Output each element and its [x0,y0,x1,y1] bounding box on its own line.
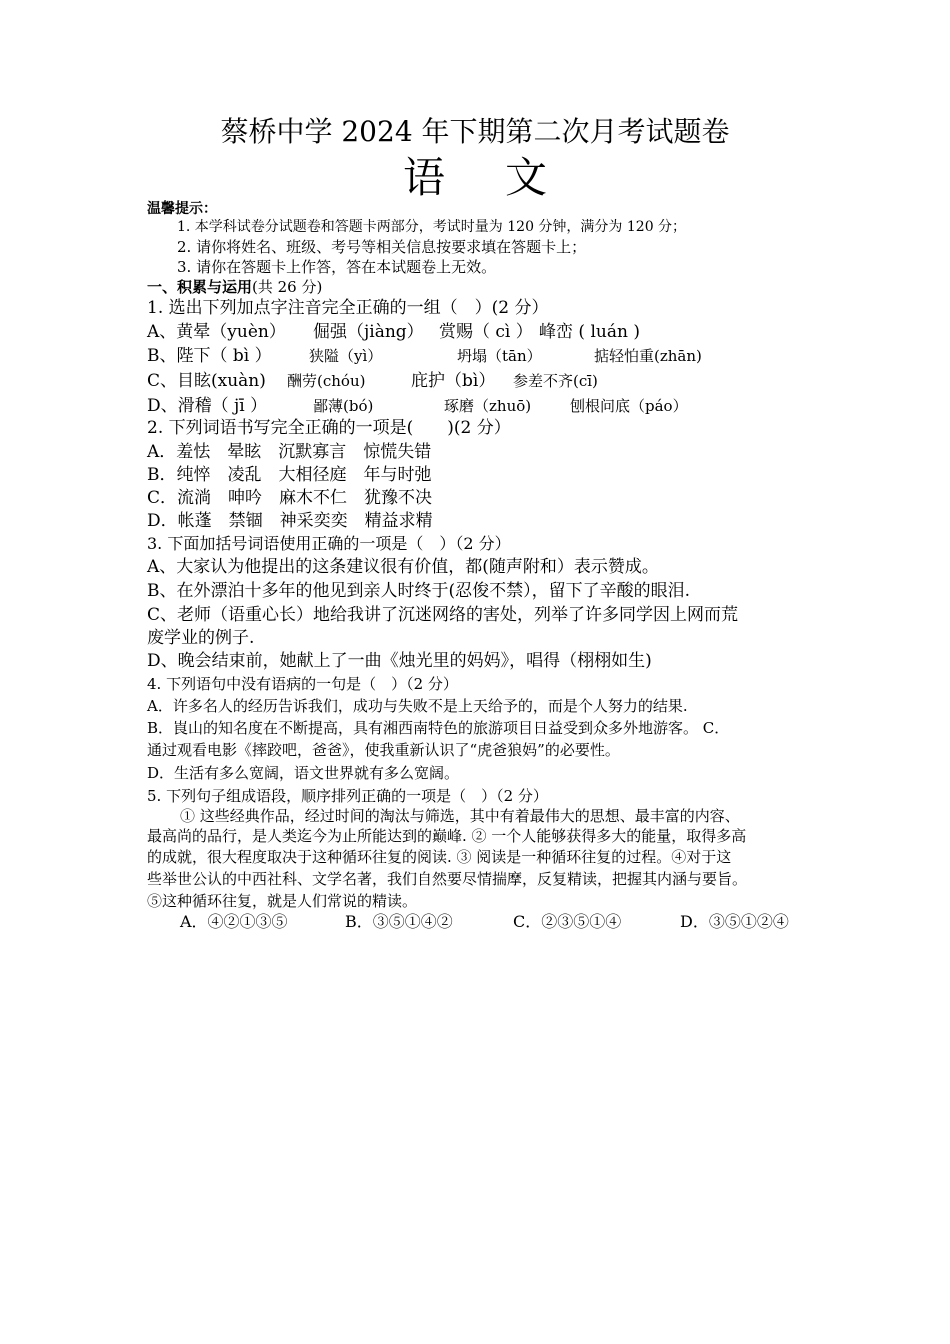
question-5-line: ⑤这种循环往复，就是人们常说的精读。 [147,892,418,910]
question-2-stem: 2. 下列词语书写完全正确的一项是( )(2 分） [147,418,511,438]
option-item: 峰峦 ( luán ) [539,322,640,342]
section-heading [147,276,322,298]
question-3-line: A、大家认为他提出的这条建议很有价值，都(随声附和）表示赞成。 [147,557,659,577]
option-item: 酬劳(chóu) [287,372,366,390]
question-4-line: 通过观看电影《摔跤吧，爸爸》，使我重新认识了“虎爸狼妈”的必要性。 [147,741,620,759]
question-5-stem: 5. 下列句子组成语段，顺序排列正确的一项是（ ）（2 分） [147,787,548,805]
answer-option-c: C．②③⑤①④ [513,912,622,931]
tip-item: 1. 本学科试卷分试题卷和答题卡两部分，考试时量为 120 分钟，满分为 120 分； [177,219,687,235]
option-item: 参差不齐(cī) [513,372,598,390]
question-3-line: D、晚会结束前，她献上了一曲《烛光里的妈妈》，唱得（栩栩如生) [147,651,652,671]
option-item: B、陛下（ bì ） [147,346,272,366]
option-item: 鄙薄(bó) [313,397,374,415]
option-item: C、目眩(xuàn) [147,371,266,391]
option-item: 琢磨（zhuō) [444,397,532,415]
option-item: 赏赐（ cì ） [439,322,533,342]
option-item: D、滑稽（ jī ） [147,396,268,416]
option-item: 坍塌（tān） [457,347,542,365]
question-3-line: 废学业的例子. [147,628,255,648]
option-item: A、黄晕（yuèn） [147,322,286,342]
answer-option-d: D．③⑤①②④ [680,912,789,931]
question-3-stem: 3. 下面加括号词语使用正确的一项是（ ）（2 分） [147,534,511,553]
tip-item: 2. 请你将姓名、班级、考号等相关信息按要求填在答题卡上； [177,238,587,256]
question-4-stem: 4. 下列语句中没有语病的一句是（ ）（2 分） [147,675,458,693]
question-5-line: 最高尚的品行，是人类迄今为止所能达到的巅峰. ② 一个人能够获得多大的能量，取得多高 [147,827,747,845]
exam-title: 蔡桥中学 2024 年下期第二次月考试题卷 [220,115,730,148]
section-title: 一、积累与运用 [147,278,253,296]
question-5-line: 些举世公认的中西社科、文学名著，我们自然要尽情揣摩，反复精读，把握其内涵与要旨。 [147,870,748,888]
question-2-option: C．流淌 呻吟 麻木不仁 犹豫不决 [147,488,433,508]
question-4-line: D．生活有多么宽阔，语文世界就有多么宽阔。 [147,764,460,782]
subject-title: 语文 [402,153,607,202]
option-item: 狭隘（yì） [309,347,383,365]
question-5-line: 的成就，很大程度取决于这种循环往复的阅读. ③ 阅读是一种循环往复的过程。④对于这 [147,848,732,866]
tips-label: 温馨提示： [147,201,217,217]
option-item: 倔强（jiàng） [313,322,424,342]
question-4-line: A．许多名人的经历告诉我们，成功与失败不是上天给予的，而是个人努力的结果. [147,697,688,715]
option-item: 庇护（bì） [411,371,496,391]
question-2-option: D．帐蓬 禁锢 神采奕奕 精益求精 [147,511,433,531]
question-2-option: A．羞怯 晕眩 沉默寡言 惊慌失错 [147,442,432,462]
question-3-line: C、老师（语重心长）地给我讲了沉迷网络的害处，列举了许多同学因上网而荒 [147,605,739,625]
question-5-line: ① 这些经典作品，经过时间的淘汰与筛选，其中有着最伟大的思想、最丰富的内容、 [180,807,740,825]
option-item: 掂轻怕重(zhān) [594,347,702,365]
question-4-line: B．崀山的知名度在不断提高，具有湘西南特色的旅游项目日益受到众多外地游客。 C． [147,719,730,737]
question-2-option: B．纯悴 凌乱 大相径庭 年与时弛 [147,465,432,485]
answer-option-a: A．④②①③⑤ [180,912,288,931]
answer-option-b: B．③⑤①④② [345,912,453,931]
option-item: 刨根问底（páo） [570,397,688,415]
question-1-stem: 1. 选出下列加点字注音完全正确的一组（ ）(2 分） [147,298,549,318]
tip-item: 3. 请你在答题卡上作答，答在本试题卷上无效。 [177,258,497,276]
question-3-line: B、在外漂泊十多年的他见到亲人时终于(忍俊不禁），留下了辛酸的眼泪. [147,581,691,601]
section-score: (共 26 分) [252,278,323,296]
